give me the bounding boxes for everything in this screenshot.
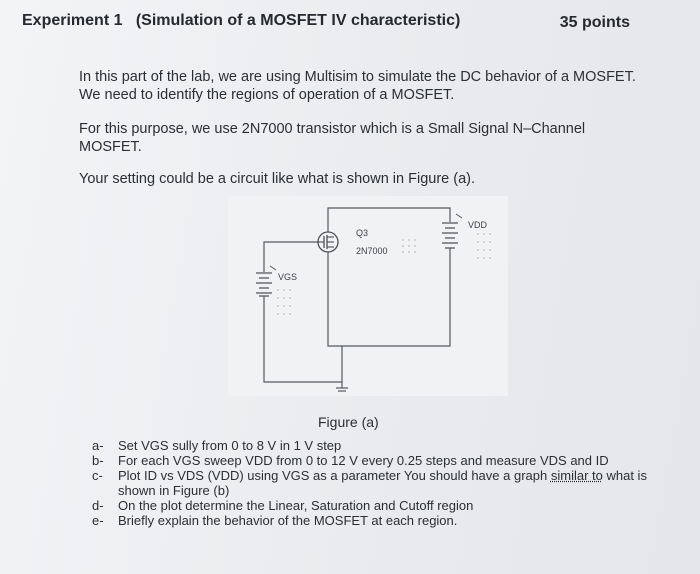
circuit-diagram: [228, 196, 508, 396]
transistor-model-label: 2N7000: [356, 246, 388, 256]
task-marker: d-: [92, 498, 104, 513]
task-item: [90, 438, 650, 453]
vdd-label: VDD: [468, 220, 488, 230]
vgs-label: VGS: [278, 272, 298, 282]
figure-caption: Figure (a): [318, 414, 379, 430]
task-underlined-text: similar to: [550, 468, 603, 483]
transistor-ref-label: Q3: [356, 228, 369, 238]
task-text: On the plot determine the Linear, Saturation and Cutoff region: [118, 498, 474, 513]
task-text: Briefly explain the behavior of the MOSFET at each region.: [118, 513, 458, 528]
setting-paragraph: Your setting could be a circuit like what is shown in Figure (a).: [79, 171, 475, 187]
task-marker: e-: [92, 513, 104, 528]
task-item: [90, 453, 650, 468]
task-item: [90, 468, 650, 498]
task-item: [90, 513, 650, 528]
task-text: Set VGS sully from 0 to 8 V in 1 V step: [118, 438, 342, 453]
mosfet-icon: [318, 232, 338, 252]
schematic-canvas: [228, 196, 508, 396]
task-marker: b-: [92, 453, 104, 468]
task-marker: a-: [92, 438, 104, 453]
task-text: Plot ID vs VDS (VDD) using VGS as a parameter You should have a graph: [118, 468, 548, 483]
purpose-paragraph: For this purpose, we use 2N7000 transistor which is a Small Signal N–Channel MOSFET.: [79, 121, 586, 155]
task-list: [90, 438, 650, 528]
task-marker: c-: [92, 468, 103, 483]
experiment-title: Experiment 1 (Simulation of a MOSFET IV characteristic): [22, 12, 461, 29]
task-text-tail: what is shown in Figure (b): [118, 468, 647, 498]
task-text: For each VGS sweep VDD from 0 to 12 V every 0.25 steps and measure VDS and ID: [118, 453, 609, 468]
task-item: [90, 498, 650, 513]
intro-paragraph: In this part of the lab, we are using Multisim to simulate the DC behavior of a MOSFET. We need to identify the regions of operation of a MOSFET.: [79, 69, 636, 103]
points-label: 35 points: [559, 14, 630, 31]
